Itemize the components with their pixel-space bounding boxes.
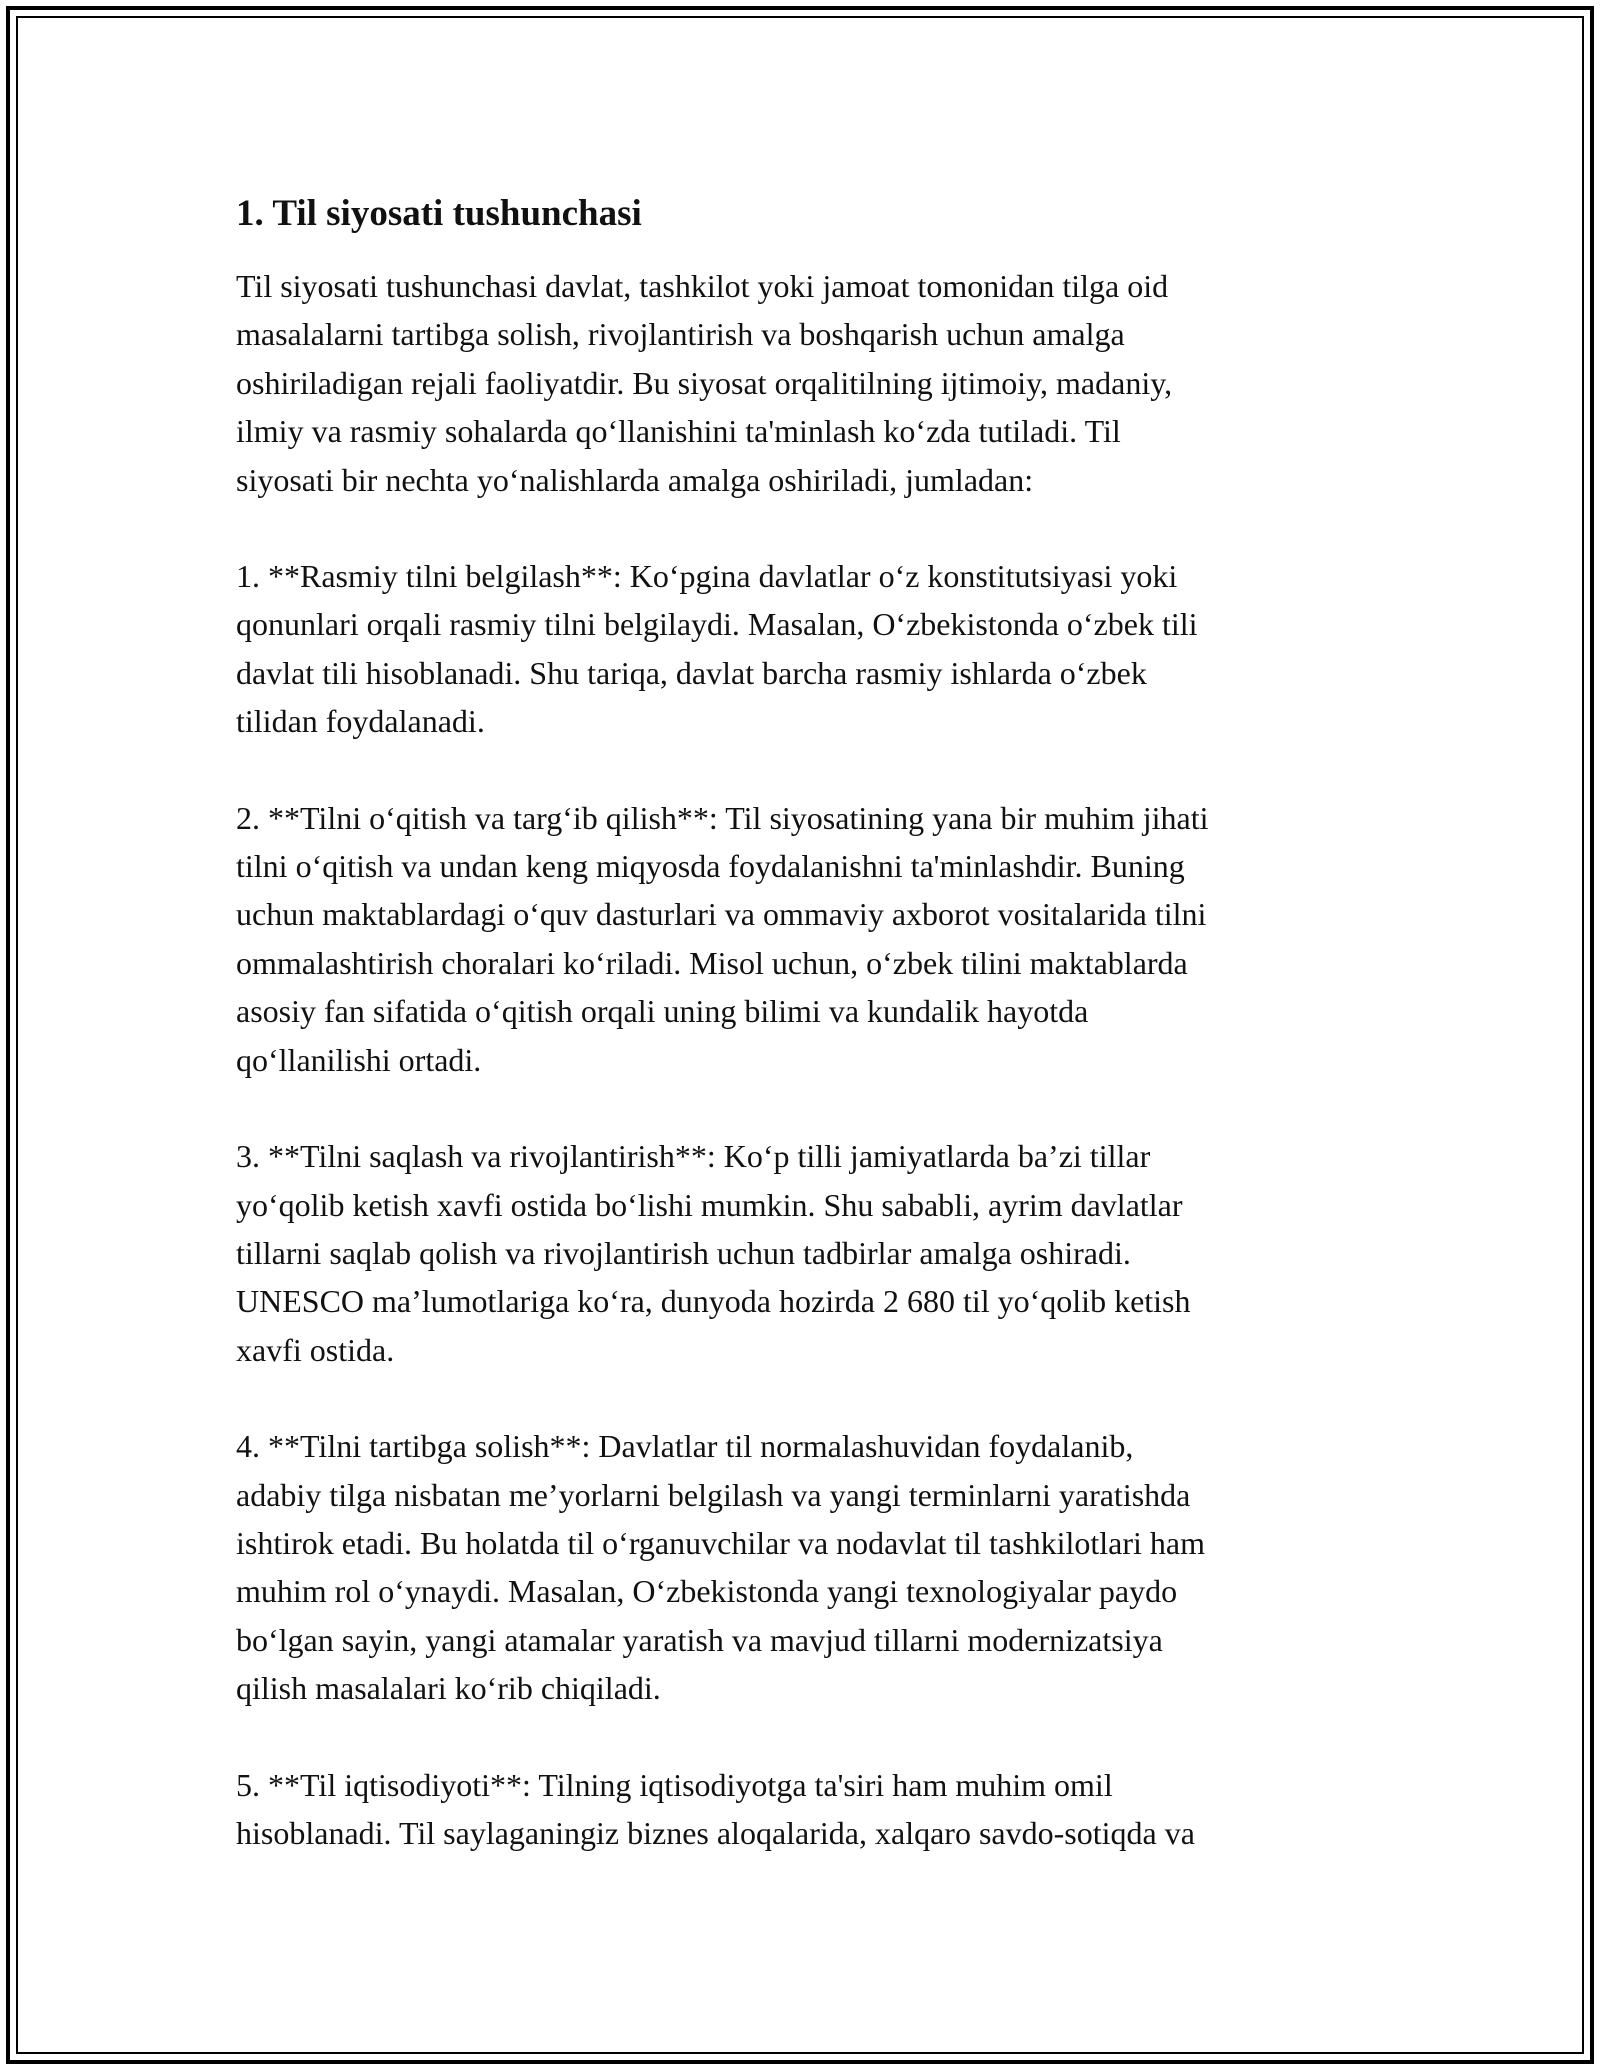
text-line: tillarni saqlab qolish va rivojlantirish uchun tadbirlar amalga oshiradi.: [236, 1234, 1131, 1271]
text-line: ishtirok etadi. Bu holatda til o‘rganuvchilar va nodavlat til tashkilotlari ham: [236, 1524, 1205, 1561]
text-line: ilmiy va rasmiy sohalarda qo‘llanishini ta'minlash ko‘zda tutiladi. Til: [236, 413, 1121, 450]
text-line: 5. **Til iqtisodiyoti**: Tilning iqtisodiyotga ta'siri ham muhim omil: [236, 1766, 1113, 1803]
list-item-preserving-language: [236, 1132, 1366, 1374]
list-item-official-language: [236, 552, 1366, 746]
text-line: adabiy tilga nisbatan me’yorlarni belgilash va yangi terminlarni yaratishda: [236, 1476, 1191, 1513]
text-line: oshiriladigan rejali faoliyatdir. Bu siyosat orqalitilning ijtimoiy, madaniy,: [236, 364, 1173, 401]
text-line: 4. **Tilni tartibga solish**: Davlatlar til normalashuvidan foydalanib,: [236, 1428, 1134, 1465]
text-line: asosiy fan sifatida o‘qitish orqali uning bilimi va kundalik hayotda: [236, 993, 1089, 1030]
text-line: yo‘qolib ketish xavfi ostida bo‘lishi mumkin. Shu sababli, ayrim davlatlar: [236, 1186, 1183, 1223]
text-line: xavfi ostida.: [236, 1331, 395, 1368]
text-line: qilish masalalari ko‘rib chiqiladi.: [236, 1670, 661, 1707]
text-line: davlat tili hisoblanadi. Shu tariqa, davlat barcha rasmiy ishlarda o‘zbek: [236, 654, 1147, 691]
text-line: qo‘llanilishi ortadi.: [236, 1041, 482, 1078]
text-line: 2. **Tilni o‘qitish va targ‘ib qilish**: Til siyosatining yana bir muhim jihati: [236, 799, 1209, 836]
text-line: masalalarni tartibga solish, rivojlantirish va boshqarish uchun amalga: [236, 316, 1125, 353]
text-line: bo‘lgan sayin, yangi atamalar yaratish va mavjud tillarni modernizatsiya: [236, 1621, 1163, 1658]
list-item-regulating-language: [236, 1422, 1366, 1712]
text-line: qonunlari orqali rasmiy tilni belgilaydi. Masalan, O‘zbekistonda o‘zbek tili: [236, 606, 1198, 643]
document-body: [236, 190, 1366, 1857]
text-line: muhim rol o‘ynaydi. Masalan, O‘zbekistonda yangi texnologiyalar paydo: [236, 1573, 1178, 1610]
text-line: siyosati bir nechta yo‘nalishlarda amalga oshiriladi, jumladan:: [236, 461, 1034, 498]
section-heading: 1. Til siyosati tushunchasi: [236, 193, 642, 234]
list-item-teaching-language: [236, 794, 1366, 1084]
text-line: ommalashtirish choralari ko‘riladi. Misol uchun, o‘zbek tilini maktablarda: [236, 944, 1188, 981]
text-line: UNESCO ma’lumotlariga ko‘ra, dunyoda hozirda 2 680 til yo‘qolib ketish: [236, 1283, 1191, 1320]
list-item-language-economy: [236, 1761, 1366, 1858]
text-line: 3. **Tilni saqlash va rivojlantirish**: Ko‘p tilli jamiyatlarda ba’zi tillar: [236, 1138, 1151, 1175]
text-line: 1. **Rasmiy tilni belgilash**: Ko‘pgina davlatlar o‘z konstitutsiyasi yoki: [236, 558, 1178, 595]
text-line: tilidan foydalanadi.: [236, 703, 485, 740]
intro-paragraph: [236, 262, 1366, 504]
text-line: hisoblanadi. Til saylaganingiz biznes aloqalarida, xalqaro savdo-sotiqda va: [236, 1814, 1195, 1851]
text-line: tilni o‘qitish va undan keng miqyosda foydalanishni ta'minlashdir. Buning: [236, 848, 1185, 885]
text-line: uchun maktablardagi o‘quv dasturlari va ommaviy axborot vositalarida tilni: [236, 896, 1207, 933]
text-line: Til siyosati tushunchasi davlat, tashkilot yoki jamoat tomonidan tilga oid: [236, 268, 1169, 304]
